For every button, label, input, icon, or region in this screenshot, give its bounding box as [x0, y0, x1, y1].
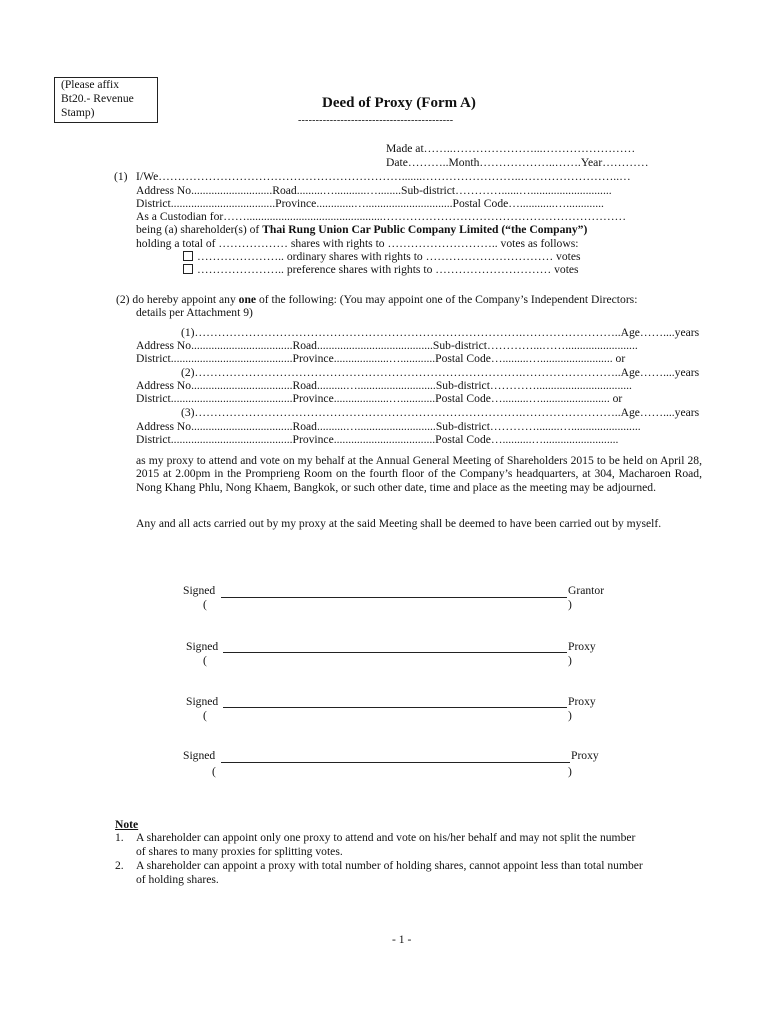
title-rule: --------------------------------------------	[298, 115, 454, 126]
section-2-intro-emphasis: one	[238, 293, 257, 306]
company-name: Thai Rung Union Car Public Company Limited (“the Company”)	[262, 223, 588, 236]
proxy-3-district-field[interactable]: District..........................................Province...................................Postal Code…..........…..........................	[136, 433, 619, 446]
note-heading: Note	[115, 818, 139, 831]
grantor-district-field[interactable]: District....................................Province.............…..............................Postal Code…............….............	[136, 197, 604, 210]
signature-2-close-paren: )	[568, 654, 572, 667]
signature-4-role: Proxy	[571, 749, 599, 762]
page-number: - 1 -	[392, 933, 412, 946]
stamp-line-2: Bt20.- Revenue	[61, 91, 134, 105]
date-field[interactable]: Date………..Month………………..…….Year…………	[386, 156, 649, 169]
proxy-2-name-field[interactable]: (2)………………………………………………………………………….……………………..Age……....years	[181, 366, 700, 379]
signature-3-label: Signed	[186, 695, 219, 708]
signature-3-role: Proxy	[568, 695, 596, 708]
signature-3-line[interactable]	[223, 707, 567, 708]
proxy-2-district-field[interactable]: District..........................................Province...................…............Postal Code….........…........................ or	[136, 392, 623, 405]
made-at-field[interactable]: Made at……..…………………...……………………	[386, 142, 636, 155]
custodian-field[interactable]: As a Custodian for……...............................................………………………………………………………	[136, 210, 627, 223]
section-2-intro-line-2: details per Attachment 9)	[136, 306, 253, 319]
acts-paragraph: Any and all acts carried out by my proxy at the said Meeting shall be deemed to have been carried out by myself.	[136, 517, 662, 530]
signature-3-close-paren: )	[568, 709, 572, 722]
grantor-name-field[interactable]: I/We……………………………………………………….......……………………..……………………..…	[136, 170, 631, 183]
signature-4-open-paren: (	[212, 765, 216, 778]
signature-3-open-paren: (	[203, 709, 207, 722]
proxy-1-name-field[interactable]: (1)………………………………………………………………………….……………………..Age……....years	[181, 326, 700, 339]
signature-2-open-paren: (	[203, 654, 207, 667]
revenue-stamp-box	[54, 77, 158, 123]
signature-1-close-paren: )	[568, 598, 572, 611]
signature-4-close-paren: )	[568, 765, 572, 778]
holding-total-field[interactable]: holding a total of ……………… shares with rights to ……………………….. votes as follows:	[136, 237, 579, 250]
preference-shares-checkbox[interactable]	[183, 264, 193, 274]
section-1-number: (1)	[114, 170, 128, 183]
note-2-line-1: A shareholder can appoint a proxy with total number of holding shares, cannot appoint less than total number	[136, 859, 643, 872]
proxy-3-name-field[interactable]: (3)………………………………………………………………………….……………………..Age……....years	[181, 406, 700, 419]
note-1-number: 1.	[115, 831, 124, 844]
ordinary-shares-row	[183, 250, 581, 263]
proxy-2-address-field[interactable]: Address No...................................Road..........…...........................Sub-district………….................................	[136, 379, 632, 392]
stamp-line-1: (Please affix	[61, 78, 120, 91]
page-title: Deed of Proxy (Form A)	[322, 95, 476, 111]
section-2-intro-suffix: of the following: (You may appoint one of the Company’s Independent Directors:	[256, 293, 638, 306]
shareholder-statement	[136, 223, 587, 236]
signature-1-label: Signed	[183, 584, 216, 597]
signature-4-label: Signed	[183, 749, 216, 762]
signature-2-line[interactable]	[223, 652, 567, 653]
note-2-number: 2.	[115, 859, 124, 872]
signature-2-role: Proxy	[568, 640, 596, 653]
proxy-1-address-field[interactable]: Address No...................................Road........................................Sub-district…………...…….........................	[136, 339, 638, 352]
grantor-address-field[interactable]: Address No............................Road.........…...........…........Sub-district…………......…............................	[136, 184, 612, 197]
signature-1-line[interactable]	[221, 597, 567, 598]
stamp-line-3: Stamp)	[61, 105, 95, 119]
signature-2-label: Signed	[186, 640, 219, 653]
ordinary-shares-field[interactable]: ………………….. ordinary shares with rights to …………………………… votes	[197, 250, 581, 263]
signature-4-line[interactable]	[221, 762, 570, 763]
note-1-line-2: of shares to many proxies for splitting votes.	[136, 845, 343, 858]
preference-shares-row	[183, 263, 579, 276]
meeting-paragraph: as my proxy to attend and vote on my behalf at the Annual General Meeting of Shareholders 2015 to be held on April 28, 2015 at 2.00pm in the Promprieng Room on the fourth floor of the Company’s headquarters, at 304, Macharoen Road, Nong Khang Phlu, Nong Khaem, Bangkok, or such other date, time and place as the meeting may be adjourned.	[136, 454, 702, 494]
section-2-intro-prefix: (2) do hereby appoint any	[116, 293, 239, 306]
ordinary-shares-checkbox[interactable]	[183, 251, 193, 261]
note-1-line-1: A shareholder can appoint only one proxy to attend and vote on his/her behalf and may not split the number	[136, 831, 636, 844]
signature-1-open-paren: (	[203, 598, 207, 611]
shareholder-statement-prefix: being (a) shareholder(s) of	[136, 223, 263, 236]
section-2-intro	[116, 293, 637, 306]
proxy-3-address-field[interactable]: Address No...................................Road..........…...........................Sub-district…………........…........................	[136, 420, 641, 433]
signature-1-role: Grantor	[568, 584, 605, 597]
note-2-line-2: of holding shares.	[136, 873, 219, 886]
proxy-1-district-field[interactable]: District..........................................Province...................…............Postal Code….........…......................... or	[136, 352, 626, 365]
preference-shares-field[interactable]: ………………….. preference shares with rights to ………………………… votes	[197, 263, 579, 276]
